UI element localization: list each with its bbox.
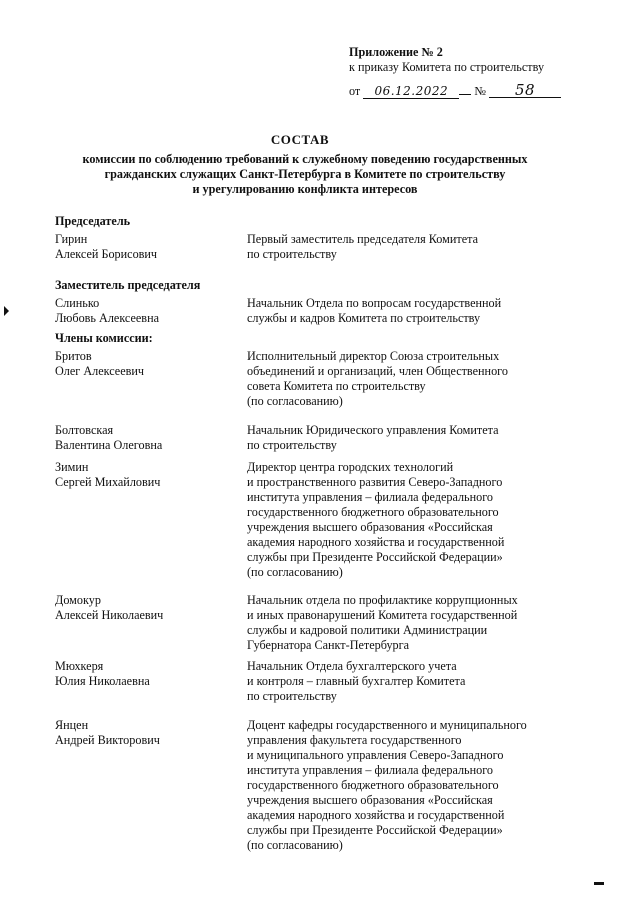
member-name xyxy=(55,423,235,453)
position-line: Начальник Отдела по вопросам государственной xyxy=(247,296,502,310)
position-line: Директор центра городских технологий xyxy=(247,460,454,474)
position-line: (по согласованию) xyxy=(247,394,343,408)
scan-mark-dash-icon xyxy=(594,882,604,885)
member-name xyxy=(55,349,235,379)
position-line: и муниципального управления Северо-Западного xyxy=(247,748,504,762)
position-line: учреждения высшего образования «Российская xyxy=(247,793,493,807)
member-position xyxy=(247,593,567,653)
member-name xyxy=(55,718,235,748)
given-name: Сергей Михайлович xyxy=(55,475,161,489)
heading-members: Члены комиссии: xyxy=(55,331,153,345)
position-line: Исполнительный директор Союза строительных xyxy=(247,349,500,363)
surname: Янцен xyxy=(55,718,89,732)
given-name: Юлия Николаевна xyxy=(55,674,150,688)
member-position xyxy=(247,423,567,453)
scan-mark-arrow-icon xyxy=(4,306,9,316)
position-line: академия народного хозяйства и государственной xyxy=(247,808,505,822)
given-name: Алексей Борисович xyxy=(55,247,158,261)
appendix-block xyxy=(349,45,589,75)
surname: Зимин xyxy=(55,460,89,474)
handwritten-date: 06.12.2022 xyxy=(363,85,459,99)
position-line: службы при Президенте Российской Федерации» xyxy=(247,550,503,564)
position-line: по строительству xyxy=(247,247,337,261)
position-line: Первый заместитель председателя Комитета xyxy=(247,232,479,246)
order-date-number xyxy=(349,81,569,99)
member-name xyxy=(55,659,235,689)
surname: Мюхкеря xyxy=(55,659,104,673)
given-name: Андрей Викторович xyxy=(55,733,160,747)
position-line: и контроля – главный бухгалтер Комитета xyxy=(247,674,466,688)
position-line: (по согласованию) xyxy=(247,838,343,852)
surname: Болтовская xyxy=(55,423,114,437)
appendix-title: Приложение № 2 xyxy=(349,45,443,59)
date-underline xyxy=(459,94,471,95)
document-subtitle xyxy=(40,152,570,197)
member-name xyxy=(55,232,235,262)
given-name: Валентина Олеговна xyxy=(55,438,163,452)
from-label: от xyxy=(349,84,361,98)
position-line: Начальник Отдела бухгалтерского учета xyxy=(247,659,457,673)
number-label: № xyxy=(474,84,486,98)
member-position xyxy=(247,659,567,704)
position-line: Начальник Юридического управления Комитета xyxy=(247,423,499,437)
document-title: СОСТАВ xyxy=(270,132,330,147)
position-line: государственного бюджетного образовательного xyxy=(247,778,499,792)
position-line: учреждения высшего образования «Российская xyxy=(247,520,493,534)
position-line: и пространственного развития Северо-Западного xyxy=(247,475,503,489)
member-name xyxy=(55,296,235,326)
position-line: и иных правонарушений Комитета государственной xyxy=(247,608,518,622)
position-line: по строительству xyxy=(247,689,337,703)
subtitle-line: комиссии по соблюдению требований к служебному поведению государственных xyxy=(82,152,528,166)
position-line: Начальник отдела по профилактике коррупционных xyxy=(247,593,518,607)
surname: Гирин xyxy=(55,232,88,246)
heading-deputy: Заместитель председателя xyxy=(55,278,201,292)
position-line: управления факультета государственного xyxy=(247,733,462,747)
position-line: института управления – филиала федерального xyxy=(247,490,494,504)
subtitle-line: и урегулированию конфликта интересов xyxy=(192,182,418,196)
given-name: Олег Алексеевич xyxy=(55,364,145,378)
position-line: совета Комитета по строительству xyxy=(247,379,426,393)
surname: Домокур xyxy=(55,593,101,607)
given-name: Алексей Николаевич xyxy=(55,608,164,622)
position-line: службы и кадровой политики Администрации xyxy=(247,623,488,637)
position-line: Губернатора Санкт-Петербурга xyxy=(247,638,410,652)
member-position xyxy=(247,349,567,409)
member-position xyxy=(247,460,567,580)
position-line: Доцент кафедры государственного и муниципального xyxy=(247,718,527,732)
member-position xyxy=(247,718,567,853)
position-line: академия народного хозяйства и государственной xyxy=(247,535,505,549)
subtitle-line: гражданских служащих Санкт-Петербурга в Комитете по строительству xyxy=(104,167,506,181)
handwritten-number: 58 xyxy=(489,84,561,98)
position-line: объединений и организаций, член Общественного xyxy=(247,364,508,378)
position-line: государственного бюджетного образовательного xyxy=(247,505,499,519)
position-line: службы и кадров Комитета по строительству xyxy=(247,311,481,325)
position-line: службы при Президенте Российской Федерации» xyxy=(247,823,503,837)
surname: Бритов xyxy=(55,349,92,363)
surname: Слинько xyxy=(55,296,100,310)
given-name: Любовь Алексеевна xyxy=(55,311,159,325)
member-position xyxy=(247,296,567,326)
heading-chairman: Председатель xyxy=(55,214,131,228)
position-line: (по согласованию) xyxy=(247,565,343,579)
appendix-subtitle: к приказу Комитета по строительству xyxy=(349,60,545,74)
member-position xyxy=(247,232,567,262)
position-line: института управления – филиала федерального xyxy=(247,763,494,777)
position-line: по строительству xyxy=(247,438,337,452)
member-name xyxy=(55,593,235,623)
member-name xyxy=(55,460,235,490)
